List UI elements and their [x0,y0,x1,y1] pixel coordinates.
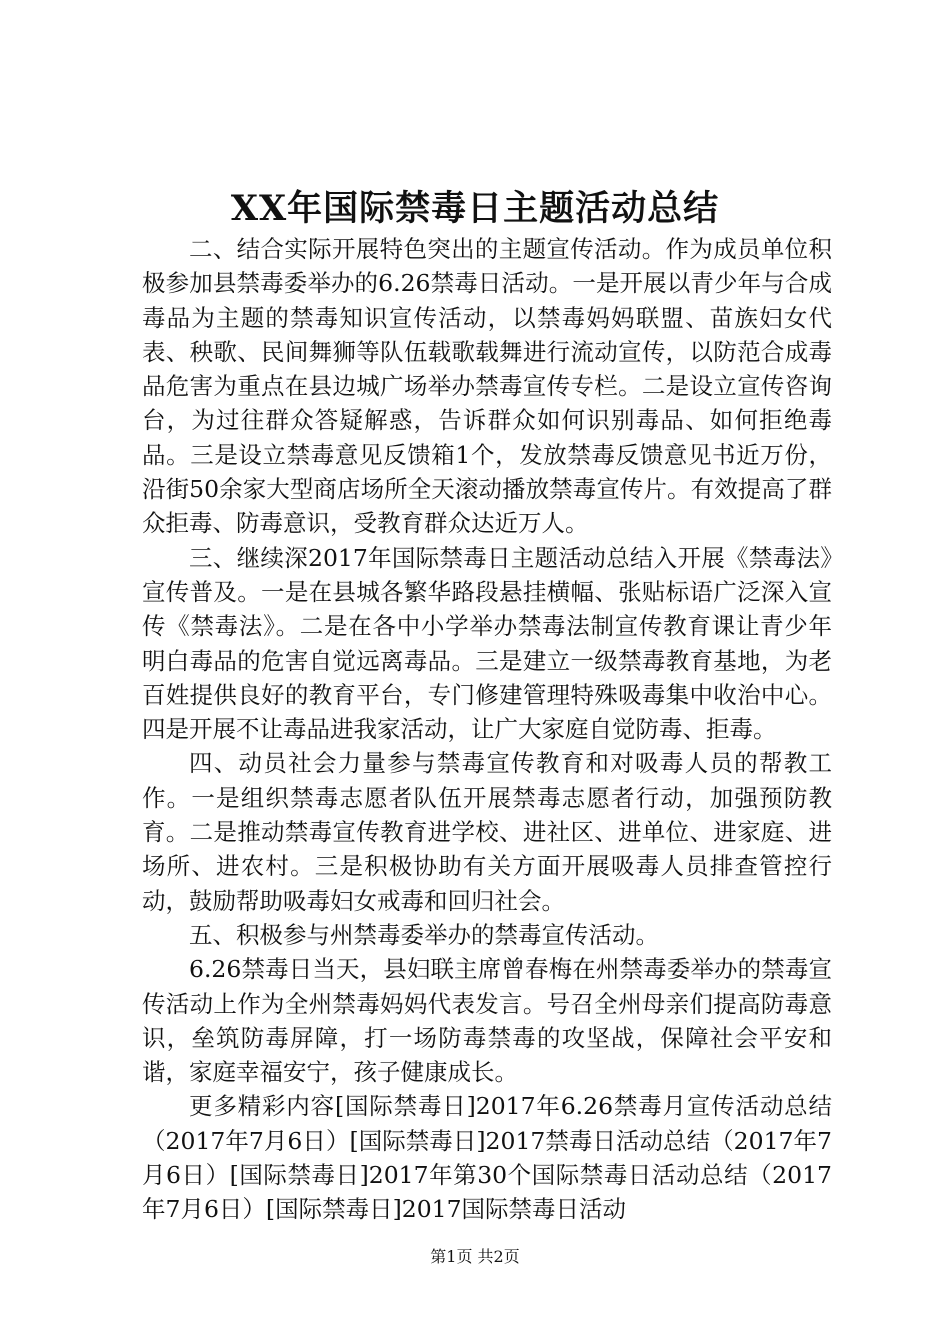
paragraph-4: 四、动员社会力量参与禁毒宣传教育和对吸毒人员的帮教工作。一是组织禁毒志愿者队伍开展禁毒志愿者行动，加强预防教育。二是推动禁毒宣传教育进学校、进社区、进单位、进家庭、进场所、进农村。三是积极协助有关方面开展吸毒人员排查管控行动，鼓励帮助吸毒妇女戒毒和回归社会。 [142,749,832,915]
paragraph-more-content: 更多精彩内容[国际禁毒日]2017年6.26禁毒月宣传活动总结（2017年7月6日）[国际禁毒日]2017禁毒日活动总结（2017年7月6日）[国际禁毒日]2017年第30个国际禁毒日活动总结（2017年7月6日）[国际禁毒日]2017国际禁毒日活动 [142,1092,832,1224]
document-body [142,232,832,1227]
paragraph-626: 6.26禁毒日当天，县妇联主席曾春梅在州禁毒委举办的禁毒宣传活动上作为全州禁毒妈妈代表发言。号召全州母亲们提高防毒意识，垒筑防毒屏障，打一场防毒禁毒的攻坚战，保障社会平安和谐，家庭幸福安宁，孩子健康成长。 [142,955,832,1087]
page-number-footer: 第1页 共2页 [430,1247,520,1266]
document-title: XX年国际禁毒日主题活动总结 [230,188,720,229]
paragraph-5: 五、积极参与州禁毒委举办的禁毒宣传活动。 [189,920,659,949]
paragraph-3: 三、继续深2017年国际禁毒日主题活动总结入开展《禁毒法》宣传普及。一是在县城各繁华路段悬挂横幅、张贴标语广泛深入宣传《禁毒法》。二是在各中小学举办禁毒法制宣传教育课让青少年明白毒品的危害自觉远离毒品。三是建立一级禁毒教育基地，为老百姓提供良好的教育平台，专门修建管理特殊吸毒集中收治中心。四是开展不让毒品进我家活动，让广大家庭自觉防毒、拒毒。 [142,543,832,744]
paragraph-2: 二、结合实际开展特色突出的主题宣传活动。作为成员单位积极参加县禁毒委举办的6.26禁毒日活动。一是开展以青少年与合成毒品为主题的禁毒知识宣传活动，以禁毒妈妈联盟、苗族妇女代表、秧歌、民间舞狮等队伍载歌载舞进行流动宣传，以防范合成毒品危害为重点在县边城广场举办禁毒宣传专栏。二是设立宣传咨询台，为过往群众答疑解惑，告诉群众如何识别毒品、如何拒绝毒品。三是设立禁毒意见反馈箱1个，发放禁毒反馈意见书近万份，沿街50余家大型商店场所全天滚动播放禁毒宣传片。有效提高了群众拒毒、防毒意识，受教育群众达近万人。 [142,235,832,538]
